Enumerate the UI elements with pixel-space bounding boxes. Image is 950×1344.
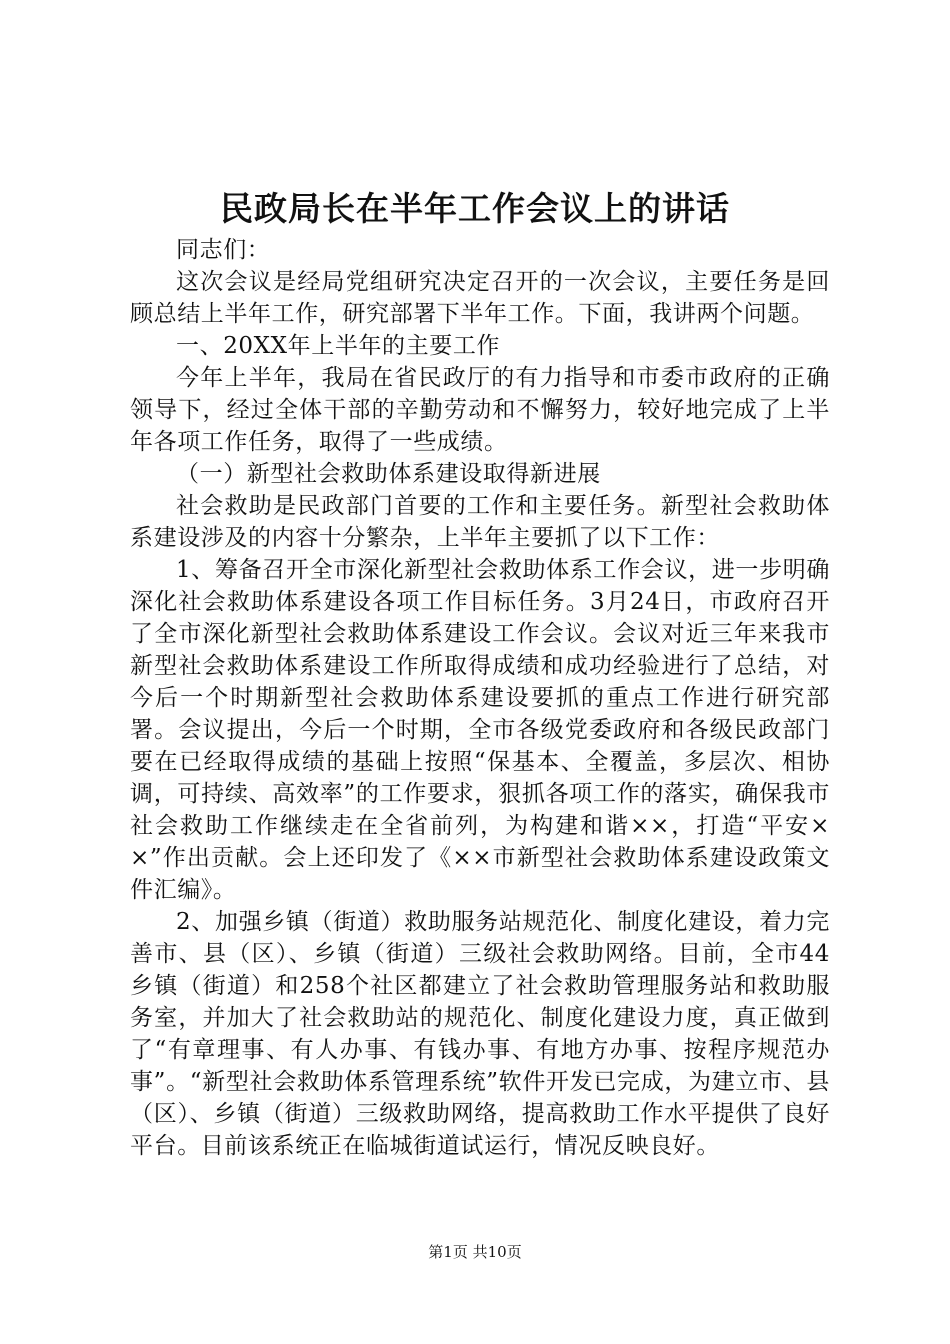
document-body	[130, 234, 830, 1162]
body-paragraph-item-1: 1、筹备召开全市深化新型社会救助体系工作会议，进一步明确深化社会救助体系建设各项工作目标任务。3月24日，市政府召开了全市深化新型社会救助体系建设工作会议。会议对近三年来我市新型社会救助体系建设工作所取得成绩和成功经验进行了总结，对今后一个时期新型社会救助体系建设要抓的重点工作进行研究部署。会议提出，今后一个时期，全市各级党委政府和各级民政部门要在已经取得成绩的基础上按照“保基本、全覆盖，多层次、相协调，可持续、高效率”的工作要求，狠抓各项工作的落实，确保我市社会救助工作继续走在全省前列，为构建和谐××，打造“平安××”作出贡献。会上还印发了《××市新型社会救助体系建设政策文件汇编》。	[130, 557, 830, 903]
subsection-heading: （一）新型社会救助体系建设取得新进展	[176, 461, 601, 487]
body-paragraph-item-2: 2、加强乡镇（街道）救助服务站规范化、制度化建设，着力完善市、县（区）、乡镇（街道）三级社会救助网络。目前，全市44乡镇（街道）和258个社区都建立了社会救助管理服务站和救助服务室，并加大了社会救助站的规范化、制度化建设力度，真正做到了“有章理事、有人办事、有钱办事、有地方办事、按程序规范办事”。“新型社会救助体系管理系统”软件开发已完成，为建立市、县（区）、乡镇（街道）三级救助网络，提高救助工作水平提供了良好平台。目前该系统正在临城街道试运行，情况反映良好。	[130, 909, 830, 1159]
intro-paragraph: 这次会议是经局党组研究决定召开的一次会议，主要任务是回顾总结上半年工作，研究部署下半年工作。下面，我讲两个问题。	[130, 269, 830, 327]
summary-paragraph: 今年上半年，我局在省民政厅的有力指导和市委市政府的正确领导下，经过全体干部的辛勤劳动和不懈努力，较好地完成了上半年各项工作任务，取得了一些成绩。	[130, 365, 830, 455]
document-title: 民政局长在半年工作会议上的讲话	[220, 189, 730, 228]
body-paragraph: 社会救助是民政部门首要的工作和主要任务。新型社会救助体系建设涉及的内容十分繁杂，上半年主要抓了以下工作：	[130, 493, 830, 551]
section-heading: 一、20XX年上半年的主要工作	[176, 333, 501, 359]
salutation: 同志们：	[176, 237, 271, 263]
page-number-footer: 第1页 共10页	[428, 1243, 522, 1261]
